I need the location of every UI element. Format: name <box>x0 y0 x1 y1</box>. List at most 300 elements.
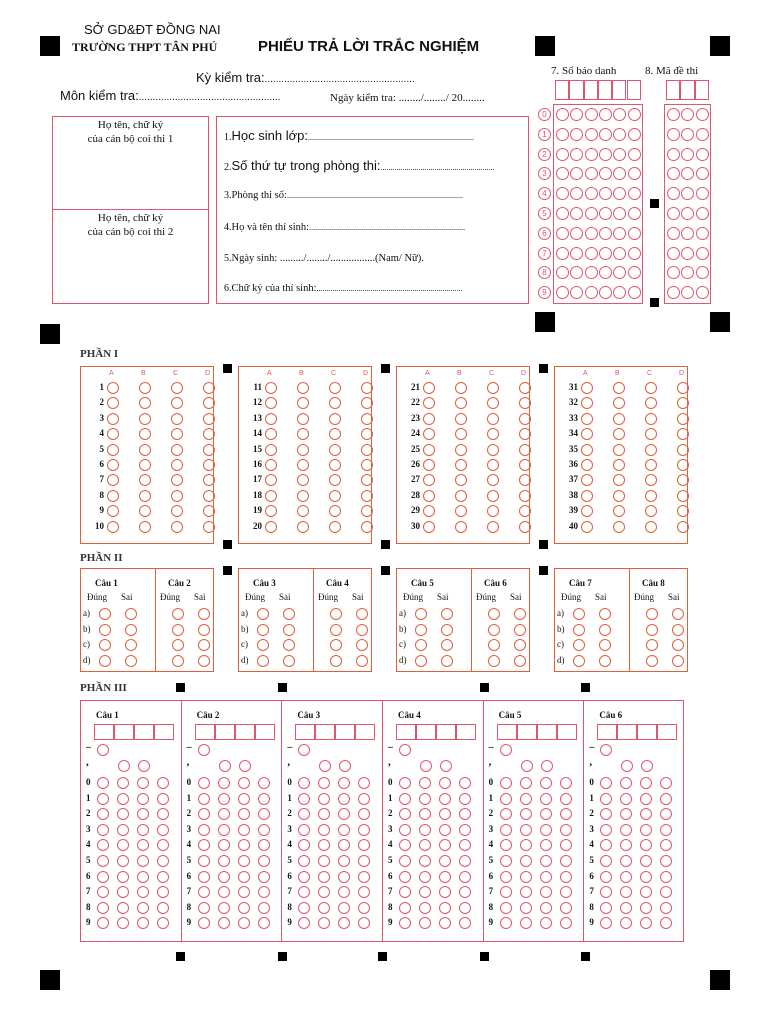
student-info-line[interactable]: 3.Phòng thi số:........................................................................................ <box>224 190 463 201</box>
digit-bubble[interactable] <box>258 855 270 867</box>
answer-bubble[interactable] <box>581 490 593 502</box>
false-bubble[interactable] <box>356 608 368 620</box>
false-bubble[interactable] <box>198 624 210 636</box>
digit-bubble[interactable] <box>560 793 572 805</box>
answer-bubble[interactable] <box>455 521 467 533</box>
digit-bubble[interactable] <box>358 871 370 883</box>
false-bubble[interactable] <box>672 655 684 667</box>
false-bubble[interactable] <box>441 608 453 620</box>
answer-bubble[interactable] <box>455 413 467 425</box>
answer-entry-cell[interactable] <box>537 724 557 740</box>
digit-bubble[interactable] <box>218 902 230 914</box>
answer-bubble[interactable] <box>645 490 657 502</box>
digit-bubble[interactable] <box>439 777 451 789</box>
digit-bubble[interactable] <box>640 871 652 883</box>
answer-bubble[interactable] <box>265 490 277 502</box>
sbd-entry-cell[interactable] <box>555 80 569 100</box>
digit-bubble[interactable] <box>258 824 270 836</box>
answer-entry-cell[interactable] <box>235 724 255 740</box>
digit-bubble[interactable] <box>97 793 109 805</box>
digit-bubble[interactable] <box>97 855 109 867</box>
false-bubble[interactable] <box>441 624 453 636</box>
digit-bubble[interactable] <box>419 793 431 805</box>
answer-bubble[interactable] <box>423 382 435 394</box>
digit-bubble[interactable] <box>500 886 512 898</box>
digit-bubble[interactable] <box>620 871 632 883</box>
answer-bubble[interactable] <box>455 444 467 456</box>
digit-bubble[interactable] <box>218 886 230 898</box>
digit-bubble[interactable] <box>520 793 532 805</box>
sbd-entry-cell[interactable] <box>598 80 612 100</box>
answer-bubble[interactable] <box>171 490 183 502</box>
digit-bubble[interactable] <box>238 886 250 898</box>
answer-bubble[interactable] <box>519 382 531 394</box>
true-bubble[interactable] <box>99 639 111 651</box>
false-bubble[interactable] <box>283 655 295 667</box>
digit-bubble[interactable] <box>399 855 411 867</box>
digit-bubble[interactable] <box>500 902 512 914</box>
true-bubble[interactable] <box>99 608 111 620</box>
answer-bubble[interactable] <box>265 444 277 456</box>
answer-bubble[interactable] <box>581 382 593 394</box>
digit-bubble[interactable] <box>258 808 270 820</box>
digit-bubble[interactable] <box>157 793 169 805</box>
student-info-line[interactable]: 5.Ngày sinh: ........./......../.................(Nam/ Nữ). <box>224 253 424 264</box>
answer-entry-cell[interactable] <box>335 724 355 740</box>
answer-entry-cell[interactable] <box>497 724 517 740</box>
false-bubble[interactable] <box>283 624 295 636</box>
digit-bubble[interactable] <box>500 824 512 836</box>
answer-bubble[interactable] <box>107 382 119 394</box>
true-bubble[interactable] <box>257 639 269 651</box>
answer-bubble[interactable] <box>677 459 689 471</box>
true-bubble[interactable] <box>257 655 269 667</box>
answer-bubble[interactable] <box>613 459 625 471</box>
answer-bubble[interactable] <box>613 490 625 502</box>
answer-bubble[interactable] <box>171 521 183 533</box>
comma-bubble[interactable] <box>138 760 150 772</box>
true-bubble[interactable] <box>646 608 658 620</box>
digit-bubble[interactable] <box>137 824 149 836</box>
comma-bubble[interactable] <box>219 760 231 772</box>
answer-bubble[interactable] <box>645 521 657 533</box>
answer-entry-cell[interactable] <box>597 724 617 740</box>
answer-bubble[interactable] <box>361 382 373 394</box>
true-bubble[interactable] <box>257 624 269 636</box>
true-bubble[interactable] <box>646 655 658 667</box>
answer-bubble[interactable] <box>329 459 341 471</box>
digit-bubble[interactable] <box>157 777 169 789</box>
minus-bubble[interactable] <box>500 744 512 756</box>
digit-bubble[interactable] <box>198 777 210 789</box>
false-bubble[interactable] <box>599 639 611 651</box>
digit-bubble[interactable] <box>218 855 230 867</box>
true-bubble[interactable] <box>646 639 658 651</box>
false-bubble[interactable] <box>514 655 526 667</box>
digit-bubble[interactable] <box>600 871 612 883</box>
digit-bubble[interactable] <box>157 824 169 836</box>
answer-bubble[interactable] <box>107 444 119 456</box>
digit-bubble[interactable] <box>157 902 169 914</box>
digit-bubble[interactable] <box>419 902 431 914</box>
answer-bubble[interactable] <box>139 459 151 471</box>
digit-bubble[interactable] <box>238 902 250 914</box>
true-bubble[interactable] <box>415 655 427 667</box>
digit-bubble[interactable] <box>97 777 109 789</box>
digit-bubble[interactable] <box>258 886 270 898</box>
digit-bubble[interactable] <box>318 871 330 883</box>
digit-bubble[interactable] <box>560 855 572 867</box>
answer-bubble[interactable] <box>581 444 593 456</box>
false-bubble[interactable] <box>672 624 684 636</box>
digit-bubble[interactable] <box>338 871 350 883</box>
digit-bubble[interactable] <box>298 793 310 805</box>
digit-bubble[interactable] <box>238 839 250 851</box>
true-bubble[interactable] <box>488 639 500 651</box>
true-bubble[interactable] <box>330 655 342 667</box>
digit-bubble[interactable] <box>258 871 270 883</box>
digit-bubble[interactable] <box>520 808 532 820</box>
digit-bubble[interactable] <box>97 824 109 836</box>
false-bubble[interactable] <box>514 608 526 620</box>
digit-bubble[interactable] <box>459 902 471 914</box>
digit-bubble[interactable] <box>238 855 250 867</box>
digit-bubble[interactable] <box>419 871 431 883</box>
answer-bubble[interactable] <box>265 382 277 394</box>
digit-bubble[interactable] <box>137 777 149 789</box>
false-bubble[interactable] <box>599 608 611 620</box>
digit-bubble[interactable] <box>399 902 411 914</box>
digit-bubble[interactable] <box>620 793 632 805</box>
answer-bubble[interactable] <box>107 490 119 502</box>
answer-bubble[interactable] <box>171 459 183 471</box>
false-bubble[interactable] <box>125 639 137 651</box>
answer-bubble[interactable] <box>487 444 499 456</box>
true-bubble[interactable] <box>573 624 585 636</box>
digit-bubble[interactable] <box>520 886 532 898</box>
digit-bubble[interactable] <box>137 855 149 867</box>
student-info-line[interactable]: 6.Chữ ký của thí sinh:......................................................................... <box>224 283 463 294</box>
digit-bubble[interactable] <box>258 793 270 805</box>
answer-bubble[interactable] <box>297 413 309 425</box>
made-entry-cell[interactable] <box>680 80 694 100</box>
answer-bubble[interactable] <box>329 382 341 394</box>
false-bubble[interactable] <box>599 624 611 636</box>
digit-bubble[interactable] <box>660 793 672 805</box>
sbd-entry-cell[interactable] <box>569 80 583 100</box>
answer-entry-cell[interactable] <box>517 724 537 740</box>
digit-bubble[interactable] <box>117 871 129 883</box>
digit-bubble[interactable] <box>500 793 512 805</box>
digit-bubble[interactable] <box>338 793 350 805</box>
digit-bubble[interactable] <box>238 871 250 883</box>
digit-bubble[interactable] <box>520 839 532 851</box>
digit-bubble[interactable] <box>298 871 310 883</box>
answer-bubble[interactable] <box>297 459 309 471</box>
answer-bubble[interactable] <box>613 382 625 394</box>
digit-bubble[interactable] <box>640 793 652 805</box>
true-bubble[interactable] <box>172 624 184 636</box>
answer-bubble[interactable] <box>139 413 151 425</box>
digit-bubble[interactable] <box>419 824 431 836</box>
answer-bubble[interactable] <box>613 444 625 456</box>
answer-bubble[interactable] <box>455 490 467 502</box>
answer-entry-cell[interactable] <box>657 724 677 740</box>
answer-bubble[interactable] <box>107 459 119 471</box>
digit-bubble[interactable] <box>560 886 572 898</box>
digit-bubble[interactable] <box>258 839 270 851</box>
digit-bubble[interactable] <box>540 808 552 820</box>
comma-bubble[interactable] <box>541 760 553 772</box>
true-bubble[interactable] <box>415 608 427 620</box>
digit-bubble[interactable] <box>399 824 411 836</box>
digit-bubble[interactable] <box>198 824 210 836</box>
true-bubble[interactable] <box>330 624 342 636</box>
answer-bubble[interactable] <box>329 521 341 533</box>
answer-bubble[interactable] <box>677 490 689 502</box>
false-bubble[interactable] <box>283 608 295 620</box>
answer-entry-cell[interactable] <box>456 724 476 740</box>
comma-bubble[interactable] <box>420 760 432 772</box>
digit-bubble[interactable] <box>157 871 169 883</box>
digit-bubble[interactable] <box>520 917 532 929</box>
digit-bubble[interactable] <box>500 839 512 851</box>
answer-entry-cell[interactable] <box>436 724 456 740</box>
answer-bubble[interactable] <box>581 413 593 425</box>
digit-bubble[interactable] <box>97 871 109 883</box>
answer-bubble[interactable] <box>203 490 215 502</box>
digit-bubble[interactable] <box>520 777 532 789</box>
answer-bubble[interactable] <box>297 521 309 533</box>
digit-bubble[interactable] <box>419 777 431 789</box>
answer-entry-cell[interactable] <box>617 724 637 740</box>
true-bubble[interactable] <box>330 639 342 651</box>
digit-bubble[interactable] <box>540 793 552 805</box>
answer-bubble[interactable] <box>361 459 373 471</box>
answer-bubble[interactable] <box>581 459 593 471</box>
digit-bubble[interactable] <box>439 871 451 883</box>
digit-bubble[interactable] <box>198 917 210 929</box>
true-bubble[interactable] <box>172 608 184 620</box>
false-bubble[interactable] <box>356 639 368 651</box>
digit-bubble[interactable] <box>218 777 230 789</box>
digit-bubble[interactable] <box>358 793 370 805</box>
digit-bubble[interactable] <box>459 793 471 805</box>
digit-bubble[interactable] <box>117 824 129 836</box>
digit-bubble[interactable] <box>97 902 109 914</box>
answer-bubble[interactable] <box>645 413 657 425</box>
digit-bubble[interactable] <box>399 793 411 805</box>
digit-bubble[interactable] <box>198 793 210 805</box>
digit-bubble[interactable] <box>540 855 552 867</box>
answer-bubble[interactable] <box>645 382 657 394</box>
minus-bubble[interactable] <box>399 744 411 756</box>
digit-bubble[interactable] <box>218 839 230 851</box>
true-bubble[interactable] <box>488 655 500 667</box>
answer-bubble[interactable] <box>203 521 215 533</box>
false-bubble[interactable] <box>672 608 684 620</box>
digit-bubble[interactable] <box>439 793 451 805</box>
digit-bubble[interactable] <box>439 855 451 867</box>
answer-bubble[interactable] <box>423 444 435 456</box>
answer-bubble[interactable] <box>297 444 309 456</box>
digit-bubble[interactable] <box>117 793 129 805</box>
digit-bubble[interactable] <box>198 886 210 898</box>
digit-bubble[interactable] <box>500 808 512 820</box>
answer-bubble[interactable] <box>677 444 689 456</box>
answer-bubble[interactable] <box>203 382 215 394</box>
true-bubble[interactable] <box>573 639 585 651</box>
answer-bubble[interactable] <box>455 382 467 394</box>
digit-bubble[interactable] <box>419 855 431 867</box>
true-bubble[interactable] <box>172 639 184 651</box>
digit-bubble[interactable] <box>540 777 552 789</box>
digit-bubble[interactable] <box>540 902 552 914</box>
digit-bubble[interactable] <box>117 777 129 789</box>
answer-bubble[interactable] <box>139 521 151 533</box>
false-bubble[interactable] <box>441 655 453 667</box>
digit-bubble[interactable] <box>459 777 471 789</box>
false-bubble[interactable] <box>514 624 526 636</box>
digit-bubble[interactable] <box>520 902 532 914</box>
digit-bubble[interactable] <box>439 902 451 914</box>
digit-bubble[interactable] <box>600 793 612 805</box>
comma-bubble[interactable] <box>440 760 452 772</box>
digit-bubble[interactable] <box>238 808 250 820</box>
digit-bubble[interactable] <box>238 777 250 789</box>
comma-bubble[interactable] <box>239 760 251 772</box>
answer-bubble[interactable] <box>329 413 341 425</box>
digit-bubble[interactable] <box>137 793 149 805</box>
answer-entry-cell[interactable] <box>295 724 315 740</box>
answer-bubble[interactable] <box>423 521 435 533</box>
digit-bubble[interactable] <box>318 793 330 805</box>
false-bubble[interactable] <box>198 608 210 620</box>
digit-bubble[interactable] <box>137 871 149 883</box>
answer-entry-cell[interactable] <box>637 724 657 740</box>
digit-bubble[interactable] <box>540 824 552 836</box>
digit-bubble[interactable] <box>560 777 572 789</box>
answer-bubble[interactable] <box>107 521 119 533</box>
digit-bubble[interactable] <box>399 777 411 789</box>
digit-bubble[interactable] <box>198 902 210 914</box>
answer-bubble[interactable] <box>519 490 531 502</box>
digit-bubble[interactable] <box>218 824 230 836</box>
digit-bubble[interactable] <box>218 871 230 883</box>
answer-bubble[interactable] <box>361 521 373 533</box>
true-bubble[interactable] <box>573 655 585 667</box>
digit-bubble[interactable] <box>258 777 270 789</box>
digit-bubble[interactable] <box>218 793 230 805</box>
answer-bubble[interactable] <box>171 444 183 456</box>
digit-bubble[interactable] <box>238 824 250 836</box>
digit-bubble[interactable] <box>560 824 572 836</box>
answer-bubble[interactable] <box>519 521 531 533</box>
true-bubble[interactable] <box>415 639 427 651</box>
digit-bubble[interactable] <box>459 855 471 867</box>
answer-bubble[interactable] <box>677 382 689 394</box>
answer-bubble[interactable] <box>455 459 467 471</box>
digit-bubble[interactable] <box>137 902 149 914</box>
answer-bubble[interactable] <box>171 413 183 425</box>
answer-bubble[interactable] <box>203 444 215 456</box>
answer-bubble[interactable] <box>107 413 119 425</box>
digit-bubble[interactable] <box>218 917 230 929</box>
false-bubble[interactable] <box>198 639 210 651</box>
comma-bubble[interactable] <box>118 760 130 772</box>
answer-bubble[interactable] <box>613 413 625 425</box>
answer-bubble[interactable] <box>297 382 309 394</box>
answer-entry-cell[interactable] <box>154 724 174 740</box>
digit-bubble[interactable] <box>198 808 210 820</box>
true-bubble[interactable] <box>99 655 111 667</box>
digit-bubble[interactable] <box>238 917 250 929</box>
digit-bubble[interactable] <box>560 902 572 914</box>
answer-bubble[interactable] <box>265 521 277 533</box>
digit-bubble[interactable] <box>500 777 512 789</box>
answer-bubble[interactable] <box>423 490 435 502</box>
answer-entry-cell[interactable] <box>315 724 335 740</box>
digit-bubble[interactable] <box>520 855 532 867</box>
answer-bubble[interactable] <box>519 413 531 425</box>
digit-bubble[interactable] <box>117 855 129 867</box>
digit-bubble[interactable] <box>500 917 512 929</box>
answer-entry-cell[interactable] <box>396 724 416 740</box>
answer-entry-cell[interactable] <box>114 724 134 740</box>
answer-bubble[interactable] <box>519 459 531 471</box>
answer-bubble[interactable] <box>171 382 183 394</box>
answer-bubble[interactable] <box>613 521 625 533</box>
false-bubble[interactable] <box>125 608 137 620</box>
true-bubble[interactable] <box>646 624 658 636</box>
comma-bubble[interactable] <box>521 760 533 772</box>
digit-bubble[interactable] <box>157 855 169 867</box>
true-bubble[interactable] <box>488 624 500 636</box>
answer-bubble[interactable] <box>297 490 309 502</box>
answer-bubble[interactable] <box>139 444 151 456</box>
answer-bubble[interactable] <box>423 413 435 425</box>
answer-bubble[interactable] <box>423 459 435 471</box>
answer-bubble[interactable] <box>487 490 499 502</box>
true-bubble[interactable] <box>257 608 269 620</box>
digit-bubble[interactable] <box>459 824 471 836</box>
answer-bubble[interactable] <box>329 490 341 502</box>
made-entry-cell[interactable] <box>695 80 709 100</box>
answer-bubble[interactable] <box>203 413 215 425</box>
student-info-line[interactable]: 1.Học sinh lớp:................................................................................... <box>224 128 474 143</box>
answer-bubble[interactable] <box>265 459 277 471</box>
answer-bubble[interactable] <box>361 444 373 456</box>
answer-bubble[interactable] <box>645 459 657 471</box>
digit-bubble[interactable] <box>439 824 451 836</box>
false-bubble[interactable] <box>125 624 137 636</box>
true-bubble[interactable] <box>488 608 500 620</box>
sbd-entry-cell[interactable] <box>612 80 626 100</box>
answer-bubble[interactable] <box>265 413 277 425</box>
digit-bubble[interactable] <box>238 793 250 805</box>
digit-bubble[interactable] <box>198 871 210 883</box>
answer-bubble[interactable] <box>487 521 499 533</box>
true-bubble[interactable] <box>172 655 184 667</box>
minus-bubble[interactable] <box>97 744 109 756</box>
digit-bubble[interactable] <box>560 871 572 883</box>
answer-bubble[interactable] <box>645 444 657 456</box>
false-bubble[interactable] <box>125 655 137 667</box>
digit-bubble[interactable] <box>560 839 572 851</box>
answer-entry-cell[interactable] <box>94 724 114 740</box>
digit-bubble[interactable] <box>399 871 411 883</box>
digit-bubble[interactable] <box>520 871 532 883</box>
